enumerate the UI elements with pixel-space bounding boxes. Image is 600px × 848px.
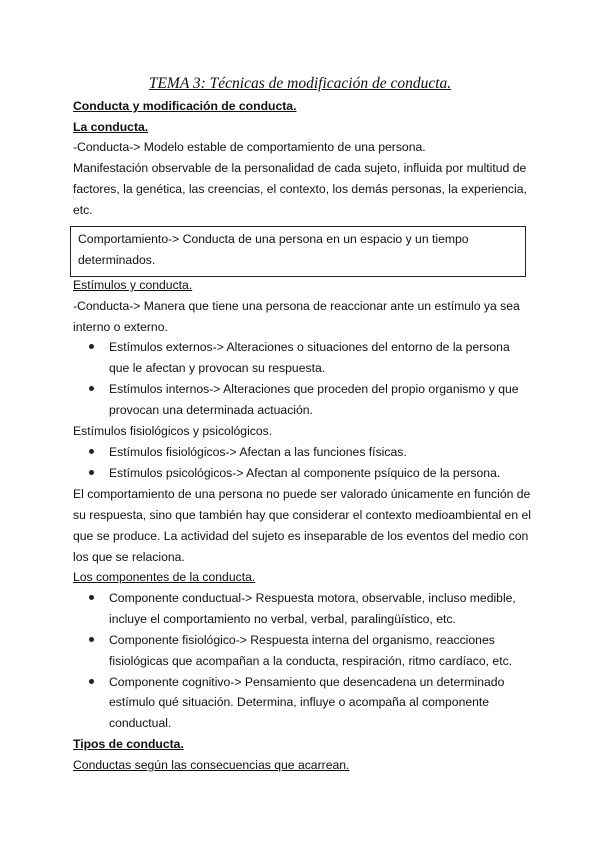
comportamiento-paragraph-line-3: que se produce. La actividad del sujeto es inseparable de los eventos del medio con [73,529,529,543]
bullet-icon [89,449,94,454]
estimulos-externos-line-2: que le afectan y provocan su respuesta. [109,361,326,375]
conducta-definition: -Conducta-> Modelo estable de comportamiento de una persona. [73,140,426,154]
conducta-manera-line-2: interno o externo. [73,320,168,334]
manifestacion-line-3: etc. [73,203,93,217]
componente-conductual-line-2: incluye el comportamiento no verbal, verbal, paralingüístico, etc. [109,612,456,626]
estimulos-internos-line-1: Estímulos internos-> Alteraciones que proceden del propio organismo y que [109,382,519,396]
bullet-icon [89,344,94,349]
componente-conductual-line-1: Componente conductual-> Respuesta motora, observable, incluso medible, [109,591,516,605]
componente-cognitivo-line-3: conductual. [109,716,172,730]
comportamiento-paragraph-line-4: los que se relaciona. [73,550,185,564]
subheading-fisiologicos-psicologicos: Estímulos fisiológicos y psicológicos. [73,424,273,438]
subheading-componentes: Los componentes de la conducta. [73,570,256,584]
bullet-icon [89,679,94,684]
estimulos-internos-line-2: provocan una determinada actuación. [109,403,313,417]
section-heading-tipos: Tipos de conducta. [73,737,184,751]
definition-box [70,226,526,277]
page-title: TEMA 3: Técnicas de modificación de conducta. [148,75,452,92]
estimulos-psicologicos: Estímulos psicológicos-> Afectan al componente psíquico de la persona. [109,466,501,480]
manifestacion-line-1: Manifestación observable de la personalidad de cada sujeto, influida por multitud de [73,161,527,175]
bullet-icon [89,595,94,600]
manifestacion-line-2: factores, la genética, las creencias, el contexto, los demás personas, la experiencia, [73,182,527,196]
section-heading-conducta-modificacion: Conducta y modificación de conducta. [73,99,297,113]
bullet-icon [89,386,94,391]
box-line-1: Comportamiento-> Conducta de una persona en un espacio y un tiempo [78,232,469,246]
componente-fisiologico-line-1: Componente fisiológico-> Respuesta interna del organismo, reacciones [109,633,495,647]
subheading-conductas-consecuencias: Conductas según las consecuencias que acarrean. [73,758,350,772]
comportamiento-paragraph-line-2: su respuesta, sino que también hay que considerar el contexto medioambiental en el [73,508,531,522]
estimulos-externos-line-1: Estímulos externos-> Alteraciones o situaciones del entorno de la persona [109,340,510,354]
comportamiento-paragraph-line-1: El comportamiento de una persona no puede ser valorado únicamente en función de [73,487,531,501]
estimulos-fisiologicos: Estímulos fisiológicos-> Afectan a las funciones físicas. [109,445,407,459]
componente-fisiologico-line-2: fisiológicas que acompañan a la conducta, respiración, ritmo cardíaco, etc. [109,654,513,668]
componente-cognitivo-line-2: estímulo qué situación. Determina, influye o acompaña al componente [109,695,490,709]
section-heading-la-conducta: La conducta. [73,120,149,134]
bullet-icon [89,637,94,642]
box-line-2: determinados. [78,253,156,267]
conducta-manera-line-1: -Conducta-> Manera que tiene una persona de reaccionar ante un estímulo ya sea [73,299,520,313]
subheading-estimulos-conducta: Estímulos y conducta. [73,278,193,292]
componente-cognitivo-line-1: Componente cognitivo-> Pensamiento que desencadena un determinado [109,675,505,689]
bullet-icon [89,470,94,475]
